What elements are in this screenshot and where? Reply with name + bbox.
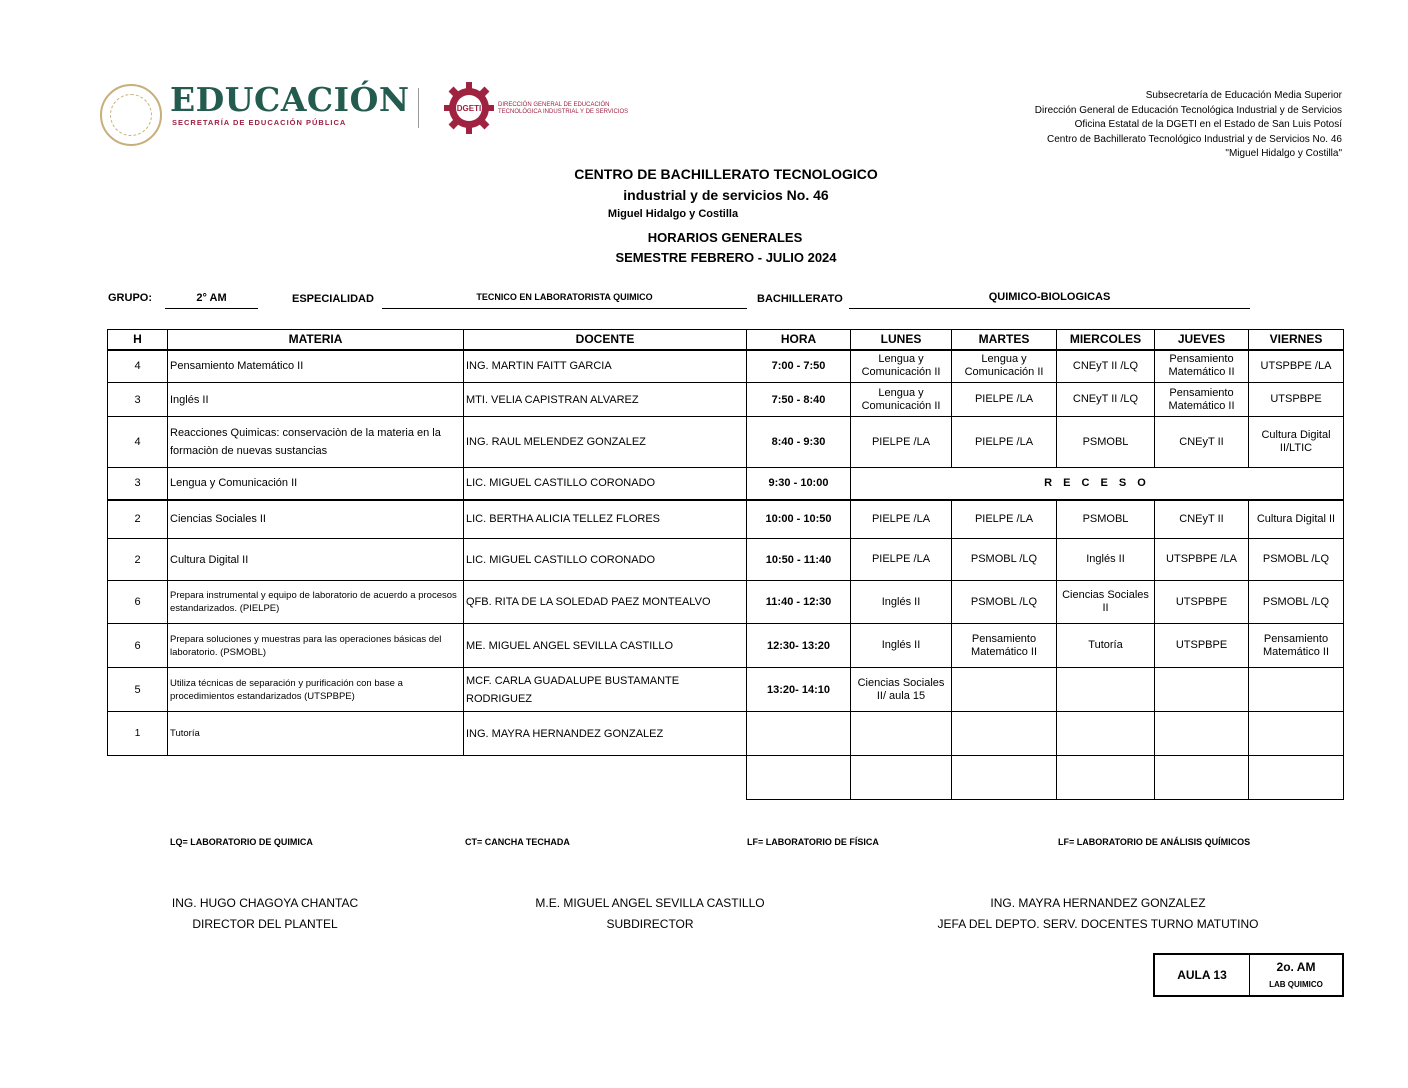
table-row bbox=[108, 668, 1344, 712]
signature-name: ING. MAYRA HERNANDEZ GONZALEZ bbox=[990, 896, 1206, 910]
seal-inner-ring bbox=[110, 94, 152, 136]
tuesday-cell: PIELPE /LA bbox=[952, 500, 1057, 539]
teacher-cell: ING. MARTIN FAITT GARCIA bbox=[464, 350, 747, 383]
classroom-lab: LAB QUIMICO bbox=[1269, 980, 1323, 989]
friday-cell: PSMOBL /LQ bbox=[1249, 539, 1344, 581]
wednesday-cell bbox=[1057, 668, 1155, 712]
teacher-cell: MCF. CARLA GUADALUPE BUSTAMANTE RODRIGUEZ bbox=[464, 668, 747, 712]
monday-cell: PIELPE /LA bbox=[851, 500, 952, 539]
monday-cell: Lengua y Comunicación II bbox=[851, 383, 952, 417]
institution-line: Dirección General de Educación Tecnológica Industrial y de Servicios bbox=[1034, 104, 1342, 116]
monday-cell: Inglés II bbox=[851, 624, 952, 668]
wednesday-cell: PSMOBL bbox=[1057, 417, 1155, 468]
especialidad-value: TECNICO EN LABORATORISTA QUIMICO bbox=[382, 292, 747, 309]
header-martes: MARTES bbox=[952, 330, 1057, 350]
tuesday-cell: Lengua y Comunicación II bbox=[952, 350, 1057, 383]
subject-cell: Cultura Digital II bbox=[168, 539, 464, 581]
table-row bbox=[108, 624, 1344, 668]
header-miercoles: MIERCOLES bbox=[1057, 330, 1155, 350]
monday-cell: Lengua y Comunicación II bbox=[851, 350, 952, 383]
header-docente: DOCENTE bbox=[464, 330, 747, 350]
dgeti-gear-icon bbox=[444, 80, 494, 134]
dgeti-line-2: TECNOLÓGICA INDUSTRIAL Y DE SERVICIOS bbox=[498, 109, 629, 115]
header-hora: HORA bbox=[747, 330, 851, 350]
legend-lq: LQ= LABORATORIO DE QUIMICA bbox=[170, 837, 313, 847]
friday-cell: PSMOBL /LQ bbox=[1249, 581, 1344, 624]
school-name: CENTRO DE BACHILLERATO TECNOLOGICO bbox=[574, 166, 878, 182]
friday-cell: UTSPBPE /LA bbox=[1249, 350, 1344, 383]
monday-cell: PIELPE /LA bbox=[851, 417, 952, 468]
table-row bbox=[108, 417, 1344, 468]
header-materia: MATERIA bbox=[168, 330, 464, 350]
empty-cell bbox=[108, 756, 747, 800]
thursday-cell bbox=[1155, 668, 1249, 712]
legend-lf: LF= LABORATORIO DE FÍSICA bbox=[747, 837, 879, 847]
header-jueves: JUEVES bbox=[1155, 330, 1249, 350]
table-row bbox=[108, 468, 1344, 500]
hours-cell: 4 bbox=[108, 350, 168, 383]
time-cell: 8:40 - 9:30 bbox=[747, 417, 851, 468]
header-h: H bbox=[108, 330, 168, 350]
wednesday-cell: PSMOBL bbox=[1057, 500, 1155, 539]
document-title: HORARIOS GENERALES bbox=[647, 230, 803, 245]
friday-cell: Cultura Digital II bbox=[1249, 500, 1344, 539]
education-logo-title: EDUCACIÓN bbox=[170, 80, 410, 119]
hours-cell: 3 bbox=[108, 383, 168, 417]
classroom-group: 2o. AM bbox=[1276, 960, 1316, 974]
empty-cell bbox=[952, 756, 1057, 800]
tuesday-cell: Pensamiento Matemático II bbox=[952, 624, 1057, 668]
hours-cell: 1 bbox=[108, 712, 168, 756]
signature-role: SUBDIRECTOR bbox=[606, 917, 694, 931]
school-subname: industrial y de servicios No. 46 bbox=[623, 187, 829, 203]
teacher-cell: ME. MIGUEL ANGEL SEVILLA CASTILLO bbox=[464, 624, 747, 668]
table-row-extra bbox=[108, 756, 1344, 800]
empty-cell bbox=[1249, 756, 1344, 800]
teacher-cell: LIC. BERTHA ALICIA TELLEZ FLORES bbox=[464, 500, 747, 539]
wednesday-cell: CNEyT II /LQ bbox=[1057, 383, 1155, 417]
empty-cell bbox=[1155, 756, 1249, 800]
wednesday-cell: CNEyT II /LQ bbox=[1057, 350, 1155, 383]
friday-cell bbox=[1249, 668, 1344, 712]
tuesday-cell bbox=[952, 668, 1057, 712]
thursday-cell: UTSPBPE bbox=[1155, 581, 1249, 624]
hours-cell: 6 bbox=[108, 581, 168, 624]
thursday-cell: Pensamiento Matemático II bbox=[1155, 383, 1249, 417]
header-lunes: LUNES bbox=[851, 330, 952, 350]
institution-line: Subsecretaría de Educación Media Superior bbox=[1145, 90, 1342, 101]
institution-line: Centro de Bachillerato Tecnológico Industrial y de Servicios No. 46 bbox=[1047, 133, 1342, 145]
header-viernes: VIERNES bbox=[1249, 330, 1344, 350]
time-cell: 12:30- 13:20 bbox=[747, 624, 851, 668]
dgeti-badge-text: DGETI bbox=[456, 104, 482, 113]
empty-cell bbox=[747, 756, 851, 800]
thursday-cell: CNEyT II bbox=[1155, 500, 1249, 539]
signature-subdirector bbox=[510, 893, 790, 935]
time-cell: 11:40 - 12:30 bbox=[747, 581, 851, 624]
time-cell: 9:30 - 10:00 bbox=[747, 468, 851, 500]
hours-cell: 5 bbox=[108, 668, 168, 712]
tuesday-cell: PIELPE /LA bbox=[952, 383, 1057, 417]
classroom-label: AULA 13 bbox=[1155, 955, 1250, 995]
monday-cell bbox=[851, 712, 952, 756]
signature-role: JEFA DEL DEPTO. SERV. DOCENTES TURNO MATUTINO bbox=[937, 917, 1259, 931]
wednesday-cell: Inglés II bbox=[1057, 539, 1155, 581]
tuesday-cell bbox=[952, 712, 1057, 756]
signature-name: M.E. MIGUEL ANGEL SEVILLA CASTILLO bbox=[535, 896, 765, 910]
dgeti-line-1: DIRECCIÓN GENERAL DE EDUCACIÓN bbox=[498, 102, 610, 108]
table-row bbox=[108, 383, 1344, 417]
friday-cell: Cultura Digital II/LTIC bbox=[1249, 417, 1344, 468]
hours-cell: 2 bbox=[108, 539, 168, 581]
wednesday-cell: Ciencias Sociales II bbox=[1057, 581, 1155, 624]
subject-cell: Prepara instrumental y equipo de laboratorio de acuerdo a procesos estandarizados. (PIELPE) bbox=[168, 581, 464, 624]
especialidad-label: ESPECIALIDAD bbox=[292, 293, 374, 305]
teacher-cell: ING. MAYRA HERNANDEZ GONZALEZ bbox=[464, 712, 747, 756]
signature-name: ING. HUGO CHAGOYA CHANTAC bbox=[171, 896, 359, 910]
institution-line: Oficina Estatal de la DGETI en el Estado de San Luis Potosí bbox=[1074, 119, 1342, 131]
subject-cell: Inglés II bbox=[168, 383, 464, 417]
subject-cell: Prepara soluciones y muestras para las operaciones básicas del laboratorio. (PSMOBL) bbox=[168, 624, 464, 668]
tuesday-cell: PSMOBL /LQ bbox=[952, 581, 1057, 624]
schedule-table bbox=[107, 329, 1344, 800]
subject-cell: Tutoría bbox=[168, 712, 464, 756]
bachillerato-value: QUIMICO-BIOLOGICAS bbox=[849, 291, 1250, 309]
subject-cell: Utiliza técnicas de separación y purificación con base a procedimientos estandarizados (UTSPBPE) bbox=[168, 668, 464, 712]
friday-cell: UTSPBPE bbox=[1249, 383, 1344, 417]
subject-cell: Lengua y Comunicación II bbox=[168, 468, 464, 500]
teacher-cell: LIC. MIGUEL CASTILLO CORONADO bbox=[464, 468, 747, 500]
subject-cell: Reacciones Quimicas: conservaciòn de la materia en la formaciòn de nuevas sustancias bbox=[168, 417, 464, 468]
thursday-cell: CNEyT II bbox=[1155, 417, 1249, 468]
wednesday-cell: Tutoría bbox=[1057, 624, 1155, 668]
monday-cell: PIELPE /LA bbox=[851, 539, 952, 581]
empty-cell bbox=[1057, 756, 1155, 800]
thursday-cell: UTSPBPE bbox=[1155, 624, 1249, 668]
time-cell: 7:00 - 7:50 bbox=[747, 350, 851, 383]
grupo-value: 2° AM bbox=[165, 292, 258, 309]
institution-line: "Miguel Hidalgo y Costilla" bbox=[1225, 148, 1342, 160]
bachillerato-label: BACHILLERATO bbox=[757, 293, 843, 305]
time-cell: 10:50 - 11:40 bbox=[747, 539, 851, 581]
tuesday-cell: PSMOBL /LQ bbox=[952, 539, 1057, 581]
institution-header bbox=[1035, 89, 1342, 162]
table-row bbox=[108, 350, 1344, 383]
teacher-cell: ING. RAUL MELENDEZ GONZALEZ bbox=[464, 417, 747, 468]
time-cell bbox=[747, 712, 851, 756]
education-logo-subtitle: SECRETARÍA DE EDUCACIÓN PÚBLICA bbox=[172, 118, 347, 127]
hours-cell: 6 bbox=[108, 624, 168, 668]
thursday-cell: Pensamiento Matemático II bbox=[1155, 350, 1249, 383]
friday-cell: Pensamiento Matemático II bbox=[1249, 624, 1344, 668]
wednesday-cell bbox=[1057, 712, 1155, 756]
school-honoree: Miguel Hidalgo y Costilla bbox=[607, 208, 739, 220]
subject-cell: Ciencias Sociales II bbox=[168, 500, 464, 539]
table-row bbox=[108, 500, 1344, 539]
hours-cell: 2 bbox=[108, 500, 168, 539]
recess-cell: R E C E S O bbox=[851, 468, 1344, 500]
monday-cell: Inglés II bbox=[851, 581, 952, 624]
table-row bbox=[108, 581, 1344, 624]
empty-cell bbox=[851, 756, 952, 800]
grupo-label: GRUPO: bbox=[108, 292, 152, 304]
table-header-row bbox=[108, 330, 1344, 350]
teacher-cell: MTI. VELIA CAPISTRAN ALVAREZ bbox=[464, 383, 747, 417]
teacher-cell: QFB. RITA DE LA SOLEDAD PAEZ MONTEALVO bbox=[464, 581, 747, 624]
hours-cell: 3 bbox=[108, 468, 168, 500]
signature-role: DIRECTOR DEL PLANTEL bbox=[192, 917, 338, 931]
thursday-cell: UTSPBPE /LA bbox=[1155, 539, 1249, 581]
time-cell: 10:00 - 10:50 bbox=[747, 500, 851, 539]
table-row bbox=[108, 712, 1344, 756]
dgeti-logo-text bbox=[498, 102, 628, 116]
legend-la: LF= LABORATORIO DE ANÁLISIS QUÍMICOS bbox=[1058, 837, 1251, 847]
thursday-cell bbox=[1155, 712, 1249, 756]
signature-director bbox=[130, 893, 400, 935]
logo-divider bbox=[418, 88, 419, 128]
friday-cell bbox=[1249, 712, 1344, 756]
monday-cell: Ciencias Sociales II/ aula 15 bbox=[851, 668, 952, 712]
time-cell: 13:20- 14:10 bbox=[747, 668, 851, 712]
hours-cell: 4 bbox=[108, 417, 168, 468]
time-cell: 7:50 - 8:40 bbox=[747, 383, 851, 417]
tuesday-cell: PIELPE /LA bbox=[952, 417, 1057, 468]
table-row bbox=[108, 539, 1344, 581]
signature-jefa bbox=[918, 893, 1278, 935]
semester-title: SEMESTRE FEBRERO - JULIO 2024 bbox=[615, 250, 837, 265]
subject-cell: Pensamiento Matemático II bbox=[168, 350, 464, 383]
teacher-cell: LIC. MIGUEL CASTILLO CORONADO bbox=[464, 539, 747, 581]
legend-ct: CT= CANCHA TECHADA bbox=[465, 837, 570, 847]
